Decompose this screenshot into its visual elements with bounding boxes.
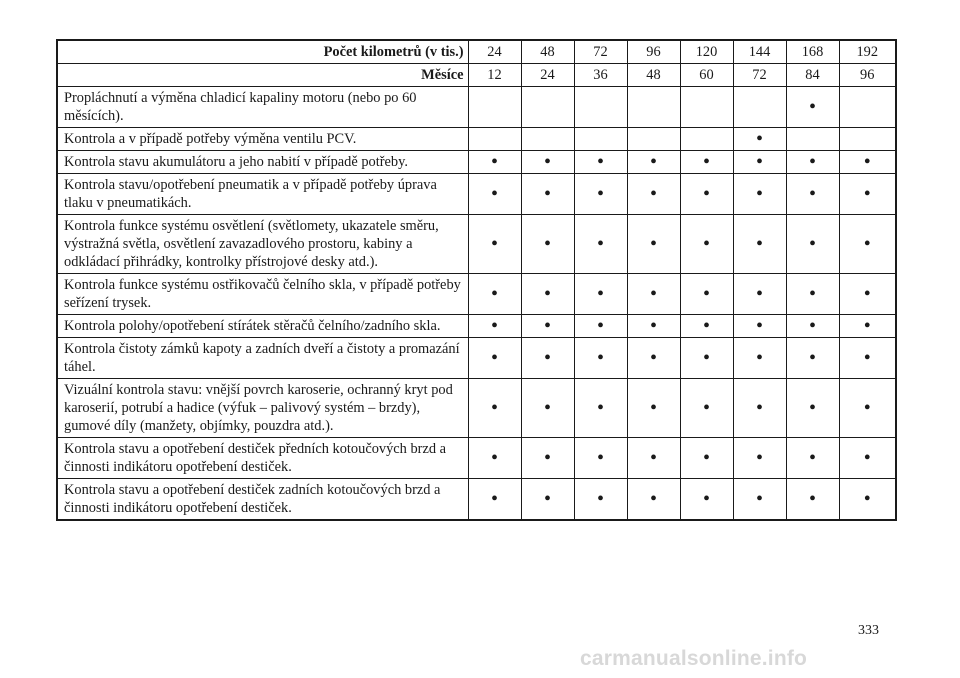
- bullet-mark: •: [755, 315, 763, 337]
- bullet-mark: •: [808, 315, 816, 337]
- interval-cell: [680, 438, 733, 479]
- interval-cell: [521, 87, 574, 128]
- interval-cell: [468, 379, 521, 438]
- bullet-mark: •: [596, 283, 604, 305]
- interval-cell: [468, 274, 521, 315]
- bullet-mark: •: [863, 488, 871, 510]
- interval-cell: [733, 215, 786, 274]
- table-row: [57, 151, 896, 174]
- interval-cell: [680, 215, 733, 274]
- task-description: Kontrola stavu a opotřebení destiček zadních kotoučových brzd a činnosti indikátoru opotřebení destiček.: [57, 479, 468, 521]
- header-km-value: 192: [839, 40, 896, 64]
- task-description: Kontrola funkce systému ostřikovačů čelního skla, v případě potřeby seřízení trysek.: [57, 274, 468, 315]
- interval-cell: [839, 338, 896, 379]
- interval-cell: [468, 87, 521, 128]
- interval-cell: [839, 438, 896, 479]
- bullet-mark: •: [808, 151, 816, 173]
- bullet-mark: •: [490, 488, 498, 510]
- bullet-mark: •: [808, 347, 816, 369]
- header-month-value: 36: [574, 64, 627, 87]
- bullet-mark: •: [808, 233, 816, 255]
- bullet-mark: •: [543, 151, 551, 173]
- interval-cell: [733, 379, 786, 438]
- bullet-mark: •: [863, 447, 871, 469]
- interval-cell: [786, 151, 839, 174]
- bullet-mark: •: [702, 151, 710, 173]
- interval-cell: [733, 87, 786, 128]
- header-month-value: 48: [627, 64, 680, 87]
- bullet-mark: •: [755, 488, 763, 510]
- interval-cell: [521, 174, 574, 215]
- interval-cell: [468, 438, 521, 479]
- bullet-mark: •: [649, 488, 657, 510]
- bullet-mark: •: [596, 397, 604, 419]
- bullet-mark: •: [649, 233, 657, 255]
- bullet-mark: •: [808, 283, 816, 305]
- interval-cell: [574, 315, 627, 338]
- bullet-mark: •: [649, 447, 657, 469]
- bullet-mark: •: [490, 397, 498, 419]
- interval-cell: [574, 274, 627, 315]
- interval-cell: [839, 174, 896, 215]
- bullet-mark: •: [808, 488, 816, 510]
- bullet-mark: •: [596, 233, 604, 255]
- interval-cell: [521, 315, 574, 338]
- interval-cell: [680, 315, 733, 338]
- bullet-mark: •: [863, 315, 871, 337]
- interval-cell: [839, 87, 896, 128]
- bullet-mark: •: [490, 347, 498, 369]
- interval-cell: [468, 151, 521, 174]
- table-row: [57, 215, 896, 274]
- bullet-mark: •: [596, 347, 604, 369]
- interval-cell: [627, 479, 680, 521]
- bullet-mark: •: [755, 151, 763, 173]
- bullet-mark: •: [596, 315, 604, 337]
- bullet-mark: •: [649, 183, 657, 205]
- watermark: carmanualsonline.info: [580, 647, 808, 670]
- interval-cell: [839, 479, 896, 521]
- table-row: [57, 87, 896, 128]
- header-km-value: 96: [627, 40, 680, 64]
- bullet-mark: •: [702, 397, 710, 419]
- interval-cell: [786, 438, 839, 479]
- interval-cell: [627, 438, 680, 479]
- interval-cell: [627, 274, 680, 315]
- table-row: [57, 128, 896, 151]
- task-description: Kontrola čistoty zámků kapoty a zadních dveří a čistoty a promazání táhel.: [57, 338, 468, 379]
- header-km-value: 72: [574, 40, 627, 64]
- header-km-value: 168: [786, 40, 839, 64]
- task-description: Kontrola stavu/opotřebení pneumatik a v případě potřeby úprava tlaku v pneumatikách.: [57, 174, 468, 215]
- header-months-label: Měsíce: [57, 64, 468, 87]
- table-row: [57, 379, 896, 438]
- table-row: [57, 479, 896, 521]
- interval-cell: [680, 338, 733, 379]
- interval-cell: [521, 128, 574, 151]
- interval-cell: [627, 338, 680, 379]
- interval-cell: [521, 338, 574, 379]
- task-description: Kontrola funkce systému osvětlení (světlomety, ukazatele směru, výstražná světla, osvětlení zavazadlového prostoru, kabiny a odkládací přihrádky, kontrolky přístrojové desky atd.).: [57, 215, 468, 274]
- interval-cell: [468, 315, 521, 338]
- bullet-mark: •: [702, 447, 710, 469]
- interval-cell: [574, 438, 627, 479]
- interval-cell: [468, 174, 521, 215]
- bullet-mark: •: [808, 96, 816, 118]
- interval-cell: [733, 315, 786, 338]
- header-month-value: 60: [680, 64, 733, 87]
- header-row-months: [57, 64, 896, 87]
- bullet-mark: •: [808, 397, 816, 419]
- interval-cell: [574, 128, 627, 151]
- interval-cell: [786, 215, 839, 274]
- interval-cell: [733, 174, 786, 215]
- interval-cell: [733, 274, 786, 315]
- interval-cell: [733, 338, 786, 379]
- interval-cell: [468, 128, 521, 151]
- interval-cell: [839, 215, 896, 274]
- interval-cell: [521, 151, 574, 174]
- interval-cell: [786, 128, 839, 151]
- interval-cell: [733, 479, 786, 521]
- bullet-mark: •: [702, 283, 710, 305]
- bullet-mark: •: [649, 283, 657, 305]
- bullet-mark: •: [490, 283, 498, 305]
- interval-cell: [574, 151, 627, 174]
- bullet-mark: •: [755, 183, 763, 205]
- task-description: Propláchnutí a výměna chladicí kapaliny motoru (nebo po 60 měsících).: [57, 87, 468, 128]
- bullet-mark: •: [490, 447, 498, 469]
- interval-cell: [521, 479, 574, 521]
- interval-cell: [680, 174, 733, 215]
- bullet-mark: •: [596, 488, 604, 510]
- bullet-mark: •: [863, 283, 871, 305]
- bullet-mark: •: [649, 315, 657, 337]
- table-row: [57, 338, 896, 379]
- interval-cell: [733, 128, 786, 151]
- interval-cell: [680, 479, 733, 521]
- header-month-value: 12: [468, 64, 521, 87]
- interval-cell: [680, 379, 733, 438]
- header-month-value: 72: [733, 64, 786, 87]
- interval-cell: [574, 215, 627, 274]
- interval-cell: [786, 87, 839, 128]
- header-km-value: 144: [733, 40, 786, 64]
- interval-cell: [521, 438, 574, 479]
- bullet-mark: •: [702, 233, 710, 255]
- interval-cell: [786, 174, 839, 215]
- header-row-kilometers: [57, 40, 896, 64]
- bullet-mark: •: [702, 488, 710, 510]
- bullet-mark: •: [543, 347, 551, 369]
- header-month-value: 24: [521, 64, 574, 87]
- bullet-mark: •: [755, 283, 763, 305]
- bullet-mark: •: [543, 447, 551, 469]
- task-description: Kontrola stavu a opotřebení destiček předních kotoučových brzd a činnosti indikátoru opotřebení destiček.: [57, 438, 468, 479]
- bullet-mark: •: [490, 183, 498, 205]
- interval-cell: [680, 128, 733, 151]
- bullet-mark: •: [808, 183, 816, 205]
- interval-cell: [574, 174, 627, 215]
- task-description: Kontrola polohy/opotřebení stírátek stěračů čelního/zadního skla.: [57, 315, 468, 338]
- interval-cell: [733, 438, 786, 479]
- interval-cell: [839, 379, 896, 438]
- interval-cell: [468, 479, 521, 521]
- bullet-mark: •: [543, 315, 551, 337]
- interval-cell: [574, 379, 627, 438]
- bullet-mark: •: [543, 233, 551, 255]
- interval-cell: [839, 128, 896, 151]
- interval-cell: [574, 479, 627, 521]
- interval-cell: [786, 379, 839, 438]
- bullet-mark: •: [596, 183, 604, 205]
- interval-cell: [680, 274, 733, 315]
- bullet-mark: •: [702, 347, 710, 369]
- interval-cell: [574, 87, 627, 128]
- interval-cell: [468, 338, 521, 379]
- interval-cell: [786, 479, 839, 521]
- interval-cell: [733, 151, 786, 174]
- interval-cell: [521, 274, 574, 315]
- header-kilometers-label: Počet kilometrů (v tis.): [57, 40, 468, 64]
- bullet-mark: •: [755, 447, 763, 469]
- bullet-mark: •: [490, 233, 498, 255]
- interval-cell: [839, 151, 896, 174]
- interval-cell: [680, 151, 733, 174]
- interval-cell: [786, 338, 839, 379]
- interval-cell: [627, 87, 680, 128]
- bullet-mark: •: [863, 151, 871, 173]
- interval-cell: [627, 315, 680, 338]
- bullet-mark: •: [596, 151, 604, 173]
- bullet-mark: •: [863, 183, 871, 205]
- bullet-mark: •: [755, 397, 763, 419]
- interval-cell: [521, 379, 574, 438]
- interval-cell: [680, 87, 733, 128]
- bullet-mark: •: [649, 151, 657, 173]
- task-description: Kontrola a v případě potřeby výměna ventilu PCV.: [57, 128, 468, 151]
- bullet-mark: •: [702, 315, 710, 337]
- bullet-mark: •: [543, 397, 551, 419]
- bullet-mark: •: [755, 233, 763, 255]
- bullet-mark: •: [863, 397, 871, 419]
- header-month-value: 96: [839, 64, 896, 87]
- interval-cell: [786, 274, 839, 315]
- interval-cell: [839, 274, 896, 315]
- page-number: 333: [858, 623, 879, 638]
- interval-cell: [468, 215, 521, 274]
- table-row: [57, 315, 896, 338]
- bullet-mark: •: [702, 183, 710, 205]
- interval-cell: [627, 151, 680, 174]
- bullet-mark: •: [596, 447, 604, 469]
- interval-cell: [627, 174, 680, 215]
- bullet-mark: •: [543, 183, 551, 205]
- bullet-mark: •: [755, 128, 763, 150]
- table-row: [57, 274, 896, 315]
- table-row: [57, 438, 896, 479]
- header-month-value: 84: [786, 64, 839, 87]
- interval-cell: [786, 315, 839, 338]
- bullet-mark: •: [808, 447, 816, 469]
- bullet-mark: •: [543, 488, 551, 510]
- task-description: Vizuální kontrola stavu: vnější povrch karoserie, ochranný kryt pod karoserií, potrubí a hadice (výfuk – palivový systém – brzdy), gumové díly (manžety, objímky, pouzdra atd.).: [57, 379, 468, 438]
- bullet-mark: •: [863, 233, 871, 255]
- bullet-mark: •: [649, 347, 657, 369]
- interval-cell: [839, 315, 896, 338]
- table-row: [57, 174, 896, 215]
- bullet-mark: •: [649, 397, 657, 419]
- bullet-mark: •: [490, 315, 498, 337]
- bullet-mark: •: [755, 347, 763, 369]
- task-description: Kontrola stavu akumulátoru a jeho nabití v případě potřeby.: [57, 151, 468, 174]
- bullet-mark: •: [490, 151, 498, 173]
- interval-cell: [627, 379, 680, 438]
- schedule-rows: [57, 87, 896, 521]
- interval-cell: [521, 215, 574, 274]
- maintenance-schedule-table: [56, 39, 897, 521]
- header-km-value: 48: [521, 40, 574, 64]
- header-km-value: 120: [680, 40, 733, 64]
- interval-cell: [627, 215, 680, 274]
- bullet-mark: •: [543, 283, 551, 305]
- header-km-value: 24: [468, 40, 521, 64]
- interval-cell: [574, 338, 627, 379]
- interval-cell: [627, 128, 680, 151]
- bullet-mark: •: [863, 347, 871, 369]
